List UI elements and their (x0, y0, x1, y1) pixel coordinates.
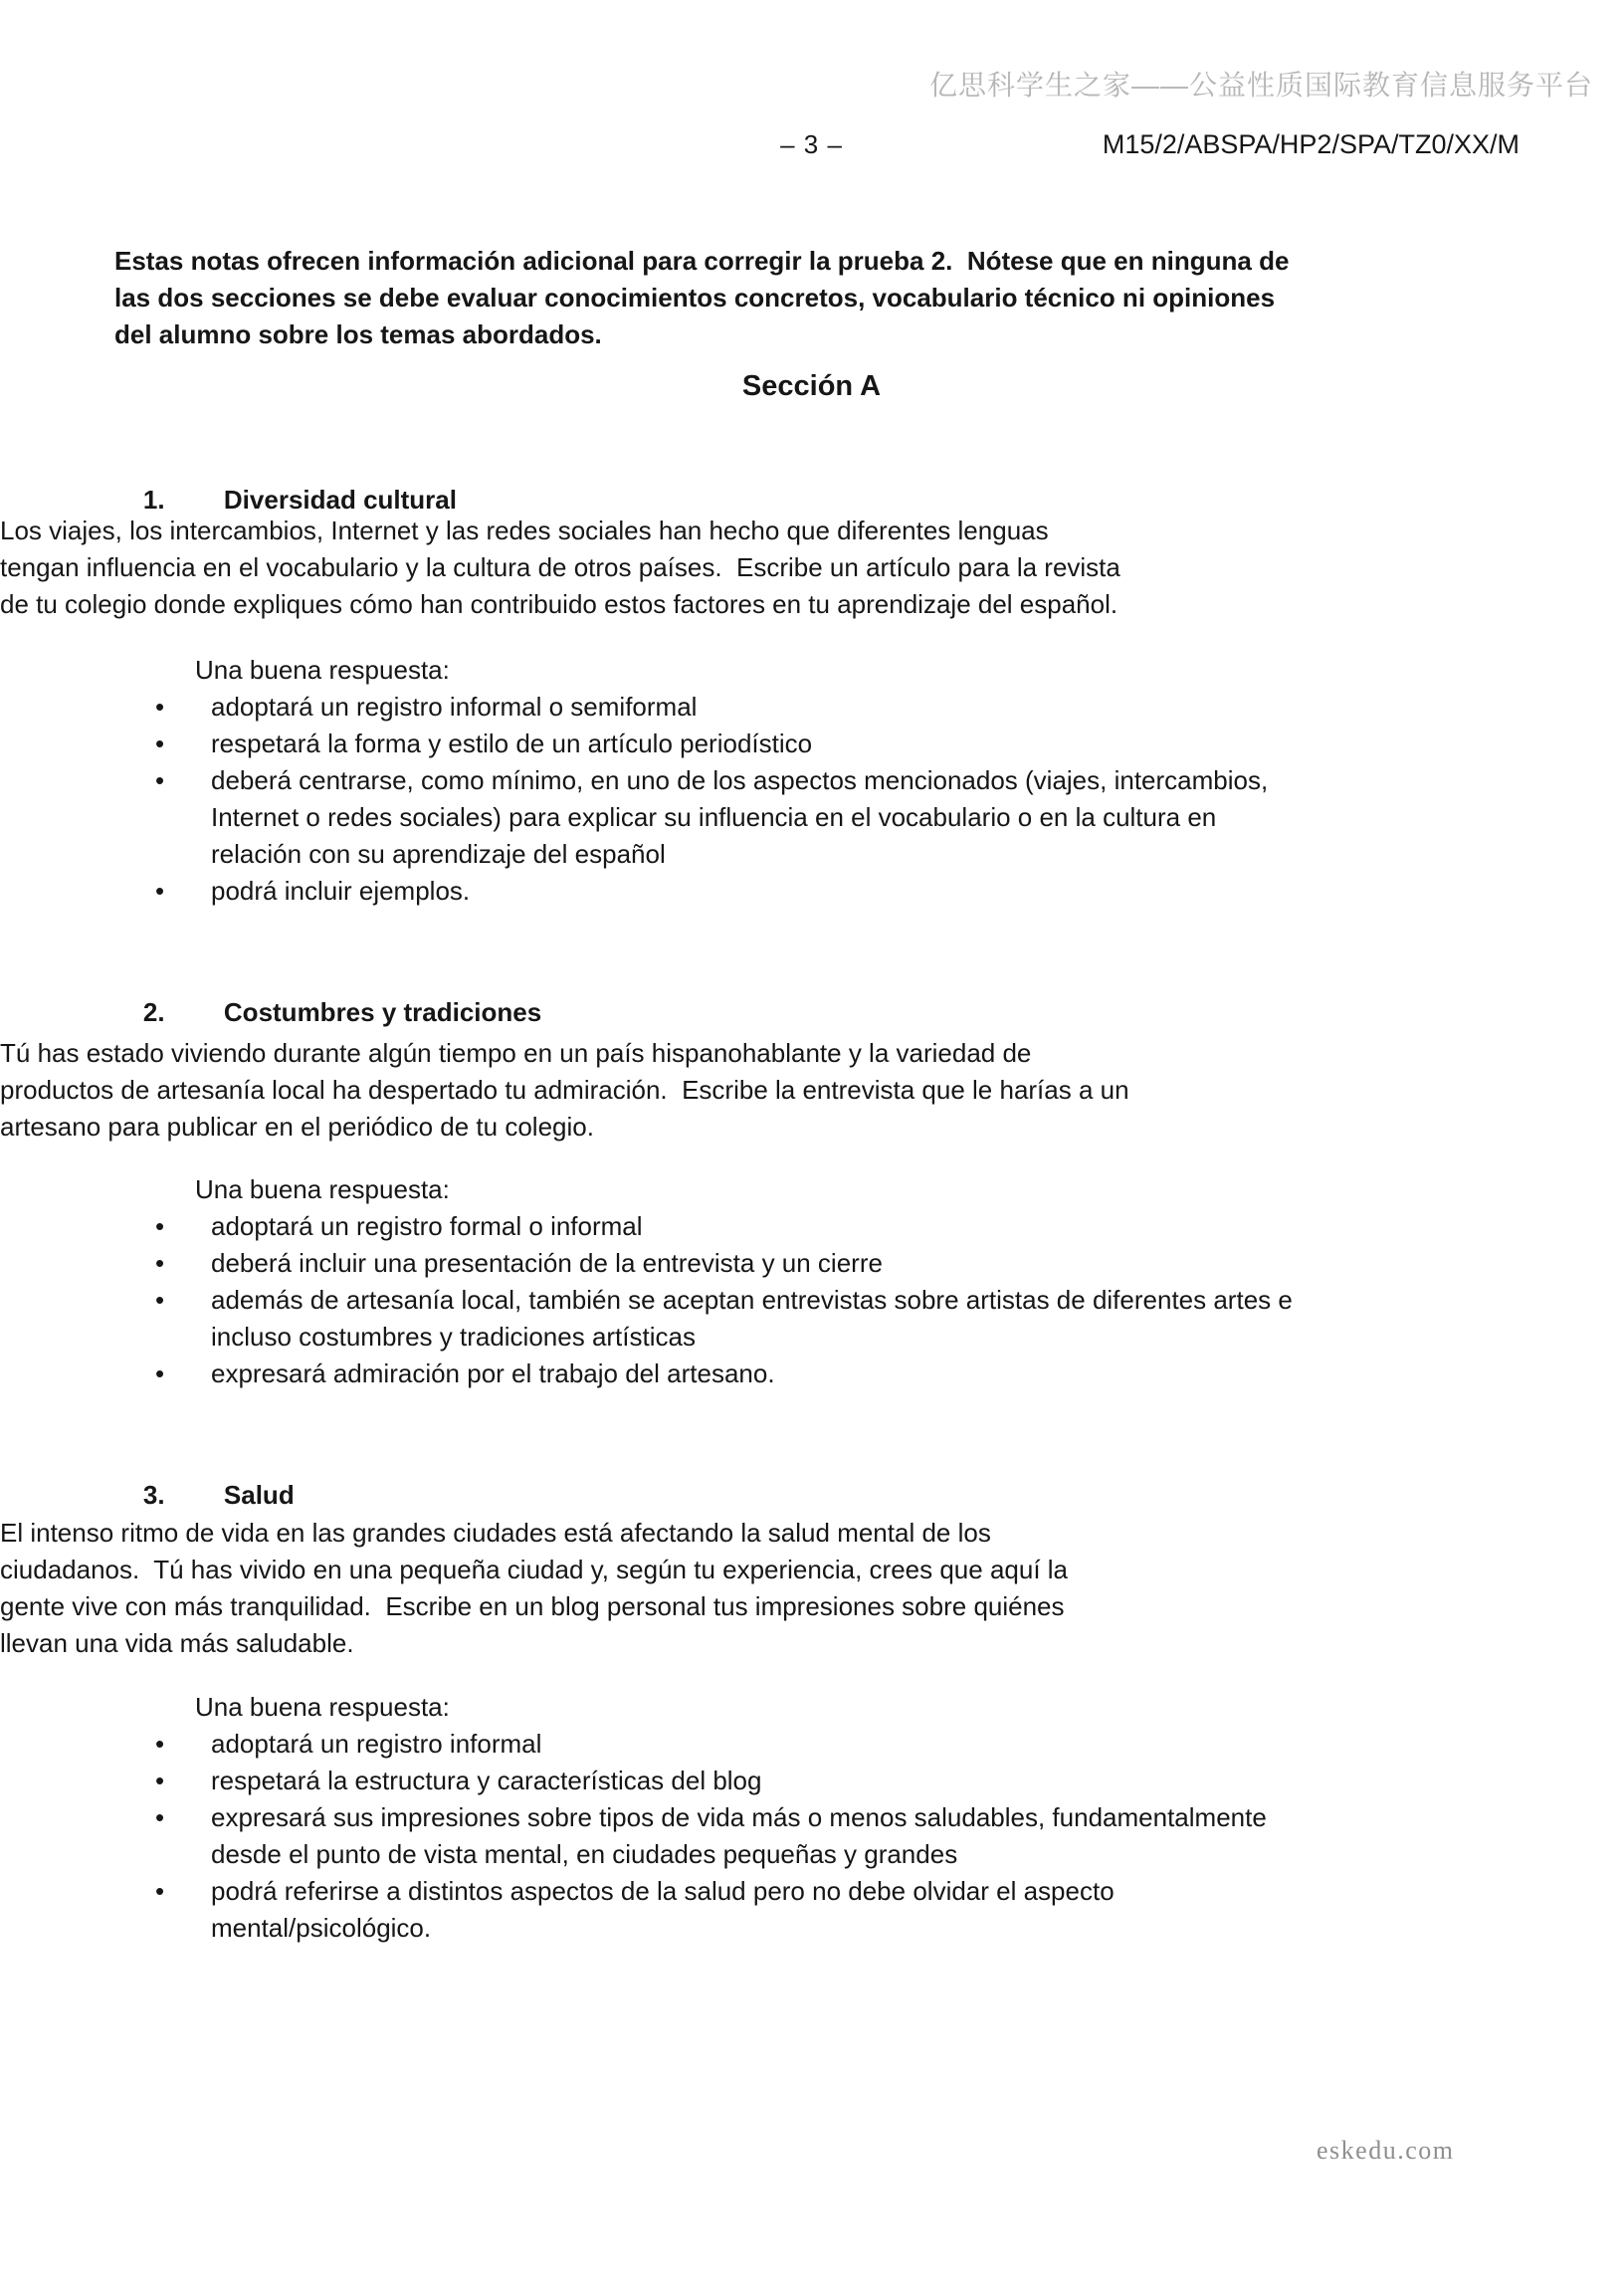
bullet-icon: • (155, 1358, 165, 1388)
bullet-line: respetará la estructura y características del blog (211, 1766, 762, 1795)
prompt-line: productos de artesanía local ha despertado tu admiración. Escribe la entrevista que le harías a un (0, 1075, 1129, 1105)
prompt-line: artesano para publicar en el periódico de tu colegio. (0, 1112, 594, 1142)
bullet-item (155, 1763, 1267, 1799)
bullet-line: respetará la forma y estilo de un artículo periodístico (211, 729, 813, 758)
question-title-text: Diversidad cultural (223, 485, 457, 515)
bullet-item (155, 1873, 1267, 1947)
question-title-text: Salud (223, 1480, 295, 1510)
bullet-item (155, 1282, 1293, 1356)
bullet-line: expresará sus impresiones sobre tipos de vida más o menos saludables, fundamentalmente (211, 1802, 1267, 1832)
bullet-icon: • (155, 1285, 165, 1315)
intro-note (114, 243, 1289, 353)
bullet-line: además de artesanía local, también se aceptan entrevistas sobre artistas de diferentes artes e (211, 1285, 1293, 1315)
prompt-line: ciudadanos. Tú has vivido en una pequeña ciudad y, según tu experiencia, crees que aquí la (0, 1555, 1069, 1584)
question-2-prompt (0, 1035, 1129, 1146)
prompt-line: El intenso ritmo de vida en las grandes ciudades está afectando la salud mental de los (0, 1518, 991, 1548)
bullet-item (155, 689, 1268, 726)
bullet-icon: • (155, 1766, 165, 1795)
bullet-item (155, 1245, 1293, 1282)
prompt-line: tengan influencia en el vocabulario y la cultura de otros países. Escribe un artículo para la revista (0, 552, 1120, 582)
question-1-prompt (0, 513, 1120, 623)
bullet-line: Internet o redes sociales) para explicar su influencia en el vocabulario o en la cultura en (211, 802, 1217, 832)
chinese-watermark: 亿思科学生之家——公益性质国际教育信息服务平台 (929, 70, 1594, 101)
prompt-line: de tu colegio donde expliques cómo han contribuido estos factores en tu aprendizaje del español. (0, 589, 1118, 619)
question-title-text: Costumbres y tradiciones (223, 997, 542, 1027)
question-2-response (155, 1171, 1293, 1392)
question-3-prompt (0, 1515, 1068, 1662)
bullet-item (155, 1726, 1267, 1763)
bullet-icon: • (155, 876, 165, 906)
bullet-item (155, 1208, 1293, 1245)
bullet-icon: • (155, 692, 165, 722)
bullet-line: adoptará un registro formal o informal (211, 1211, 643, 1241)
prompt-line: llevan una vida más saludable. (0, 1628, 354, 1658)
bullet-icon: • (155, 765, 165, 795)
good-response-intro: Una buena respuesta: (195, 1692, 450, 1722)
question-number: 1. (142, 485, 165, 515)
bullet-line: relación con su aprendizaje del español (211, 839, 666, 869)
bullet-line: adoptará un registro informal o semiformal (211, 692, 698, 722)
bullet-item (155, 873, 1268, 910)
question-number: 3. (142, 1480, 165, 1510)
bullet-item (155, 1356, 1293, 1392)
bullet-icon: • (155, 1248, 165, 1278)
bullet-line: expresará admiración por el trabajo del artesano. (211, 1358, 775, 1388)
bullet-line: adoptará un registro informal (211, 1729, 542, 1759)
bullet-line: podrá referirse a distintos aspectos de la salud pero no debe olvidar el aspecto (211, 1876, 1115, 1906)
page-number: – 3 – (780, 129, 843, 159)
intro-line: del alumno sobre los temas abordados. (114, 319, 602, 349)
bullet-item (155, 762, 1268, 873)
bullet-line: deberá centrarse, como mínimo, en uno de los aspectos mencionados (viajes, intercambios, (211, 765, 1269, 795)
intro-line: Estas notas ofrecen información adicional para corregir la prueba 2. Nótese que en ninguna de (114, 246, 1290, 276)
prompt-line: gente vive con más tranquilidad. Escribe en un blog personal tus impresiones sobre quiénes (0, 1591, 1065, 1621)
bullet-icon: • (155, 729, 165, 758)
question-3-response (155, 1689, 1267, 1947)
bullet-line: deberá incluir una presentación de la entrevista y un cierre (211, 1248, 883, 1278)
section-title: Sección A (741, 370, 882, 402)
good-response-intro: Una buena respuesta: (195, 1174, 450, 1204)
bullet-icon: • (155, 1211, 165, 1241)
prompt-line: Los viajes, los intercambios, Internet y las redes sociales han hecho que diferentes lenguas (0, 516, 1049, 545)
good-response-intro: Una buena respuesta: (195, 655, 450, 685)
intro-line: las dos secciones se debe evaluar conocimientos concretos, vocabulario técnico ni opiniones (114, 283, 1276, 313)
bullet-line: desde el punto de vista mental, en ciudades pequeñas y grandes (211, 1839, 958, 1869)
bullet-item (155, 726, 1268, 762)
bullet-line: mental/psicológico. (211, 1913, 432, 1943)
bullet-icon: • (155, 1802, 165, 1832)
bullet-line: podrá incluir ejemplos. (211, 876, 471, 906)
bullet-icon: • (155, 1729, 165, 1759)
bullet-item (155, 1799, 1267, 1873)
question-number: 2. (142, 997, 165, 1027)
document-code: M15/2/ABSPA/HP2/SPA/TZ0/XX/M (1102, 129, 1520, 159)
prompt-line: Tú has estado viviendo durante algún tiempo en un país hispanohablante y la variedad de (0, 1038, 1032, 1068)
site-watermark: eskedu.com (1317, 2136, 1455, 2165)
question-1-response (155, 652, 1268, 910)
bullet-line: incluso costumbres y tradiciones artísticas (211, 1322, 696, 1352)
bullet-icon: • (155, 1876, 165, 1906)
